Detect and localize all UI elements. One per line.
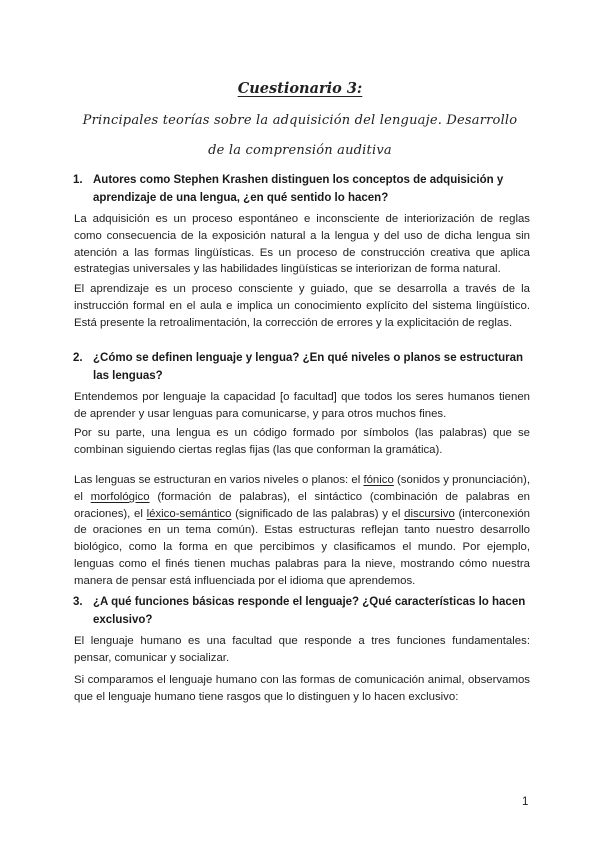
page-number: 1 [522, 796, 529, 808]
question-text: Autores como Stephen Krashen distinguen los conceptos de adquisición y aprendizaje de una lengua, ¿en qué sentido lo hacen? [93, 174, 504, 204]
question-2 [73, 350, 533, 385]
answer-paragraph: Entendemos por lenguaje la capacidad [o facultad] que todos los seres humanos tienen de aprender y usar lenguas para comunicarse, y para otros muchos fines. [74, 391, 530, 420]
document-subtitle-line-1: Principales teorías sobre la adquisición del lenguaje. Desarrollo [82, 113, 518, 128]
question-number: 3. [73, 596, 83, 608]
level-morfologico: morfológico [90, 490, 150, 503]
levels-paragraph: Las lenguas se estructuran en varios niveles o planos: el fónico (sonidos y pronunciación), el morfológico (formación de palabras), el sintáctico (combinación de palabras en oraciones), el léxico-semántico (significado de las palabras) y el discursivo (interconexión de oraciones en un tema común). Estas estructuras reflejan tanto nuestro desarrollo biológico, como la forma en que percibimos y clasificamos el mundo. Por ejemplo, lenguas como el finés tienen muchas palabras para la nieve, mostrando cómo nuestra manera de pensar está influenciada por el idioma que aprendemos. [74, 474, 531, 587]
question-number: 1. [73, 174, 83, 186]
question-3 [73, 594, 533, 629]
document-subtitle-line-2: de la comprensión auditiva [208, 143, 392, 158]
answer-paragraph: El lenguaje humano es una facultad que responde a tres funciones fundamentales: pensar, comunicar y socializar. [74, 635, 530, 664]
level-discursivo: discursivo [404, 507, 455, 520]
answer-paragraph: Por su parte, una lengua es un código formado por símbolos (las palabras) que se combinan siguiendo ciertas reglas fijas (las que conforman la gramática). [74, 427, 530, 456]
question-1 [73, 172, 533, 207]
document-title: Cuestionario 3: [237, 80, 363, 97]
question-text: ¿Cómo se definen lenguaje y lengua? ¿En qué niveles o planos se estructuran las lenguas? [93, 352, 524, 382]
answer-paragraph: El aprendizaje es un proceso consciente y guiado, que se desarrolla a través de la instrucción formal en el aula e implica un conocimiento explícito del sistema lingüístico. Está presente la retroalimentación, la corrección de errores y la explicitación de reglas. [74, 283, 530, 329]
level-fonico: fónico [363, 474, 394, 486]
answer-paragraph: La adquisición es un proceso espontáneo e inconsciente de interiorización de reglas como consecuencia de la exposición natural a la lengua y del uso de dicha lengua sin atención a las formas lingüísticas. Es un proceso de construcción creativa que aplica estrategias universales y las habilidades lingüísticas se interiorizan de forma natural. [74, 213, 530, 276]
question-number: 2. [73, 352, 83, 364]
level-lexico-semantico: léxico-semántico [146, 507, 232, 520]
question-text: ¿A qué funciones básicas responde el lenguaje? ¿Qué características lo hacen exclusivo? [93, 596, 526, 626]
answer-paragraph: Si comparamos el lenguaje humano con las formas de comunicación animal, observamos que el lenguaje humano tiene rasgos que lo distinguen y lo hacen exclusivo: [74, 674, 530, 703]
